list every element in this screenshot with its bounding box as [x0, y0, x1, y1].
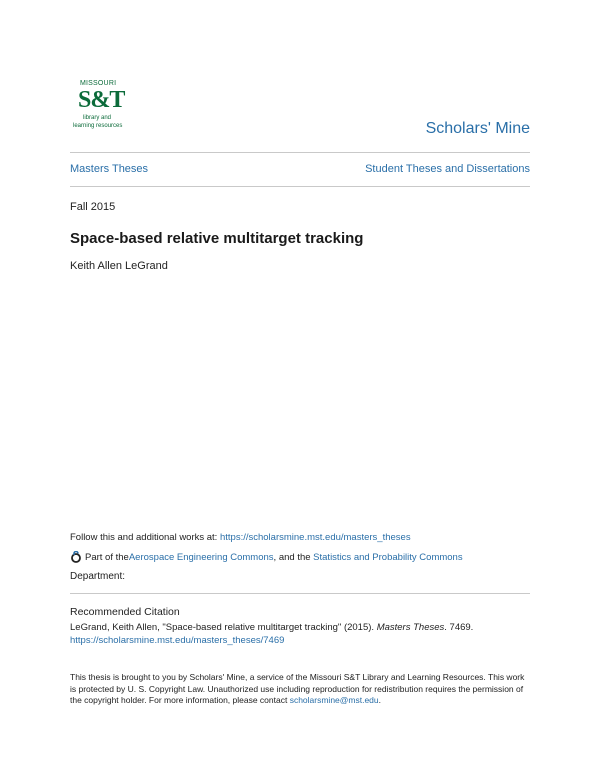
department-label: Department:	[70, 571, 126, 582]
logo-line2: learning resources	[73, 123, 123, 129]
copyright-notice	[70, 672, 532, 707]
student-theses-link[interactable]: Student Theses and Dissertations	[365, 163, 530, 175]
masters-theses-link[interactable]: Masters Theses	[70, 163, 149, 175]
aerospace-commons-link[interactable]: Aerospace Engineering Commons	[128, 551, 274, 563]
citation-main: LeGrand, Keith Allen, "Space-based relative multitarget tracking" (2015).	[70, 622, 377, 633]
author-name: Keith Allen LeGrand	[70, 260, 168, 272]
part-of-line	[70, 551, 463, 563]
logo-st-text: S&T	[78, 87, 125, 113]
masters-theses-url-link[interactable]: https://scholarsmine.mst.edu/masters_theses	[219, 532, 411, 543]
part-of-mid: , and the	[273, 551, 314, 563]
citation-journal: Masters Theses	[376, 622, 445, 633]
citation-suffix: . 7469.	[444, 622, 474, 633]
contact-email-link[interactable]: scholarsmine@mst.edu	[289, 695, 379, 705]
follow-prefix: Follow this and additional works at:	[70, 532, 220, 543]
open-access-icon	[70, 551, 82, 563]
notice-text: This thesis is brought to you by Scholars' Mine, a service of the Missouri S&T Library and Learning Resources. This work is protected by U. S. Copyright Law. Unauthorized use including reproduction for redistribution requires the permission of the copyright holder. For more information, please contact	[70, 672, 525, 705]
scholars-mine-link[interactable]: Scholars' Mine	[425, 120, 530, 137]
logo-line1: library and	[83, 115, 112, 121]
part-of-prefix: Part of the	[85, 551, 129, 563]
notice-end: .	[378, 695, 382, 705]
divider-nav	[70, 186, 530, 187]
recommended-citation-heading: Recommended Citation	[70, 606, 180, 618]
divider-top	[70, 152, 530, 153]
missouri-st-logo[interactable]	[72, 80, 128, 136]
document-title: Space-based relative multitarget tracking	[70, 230, 364, 247]
divider-citation	[70, 593, 530, 594]
follow-line	[70, 532, 411, 543]
publication-date: Fall 2015	[70, 201, 116, 213]
logo-missouri-text: MISSOURI	[80, 80, 117, 87]
citation-text	[70, 622, 530, 647]
statistics-commons-link[interactable]: Statistics and Probability Commons	[313, 551, 463, 563]
citation-url-link[interactable]: https://scholarsmine.mst.edu/masters_theses/7469	[70, 634, 285, 646]
